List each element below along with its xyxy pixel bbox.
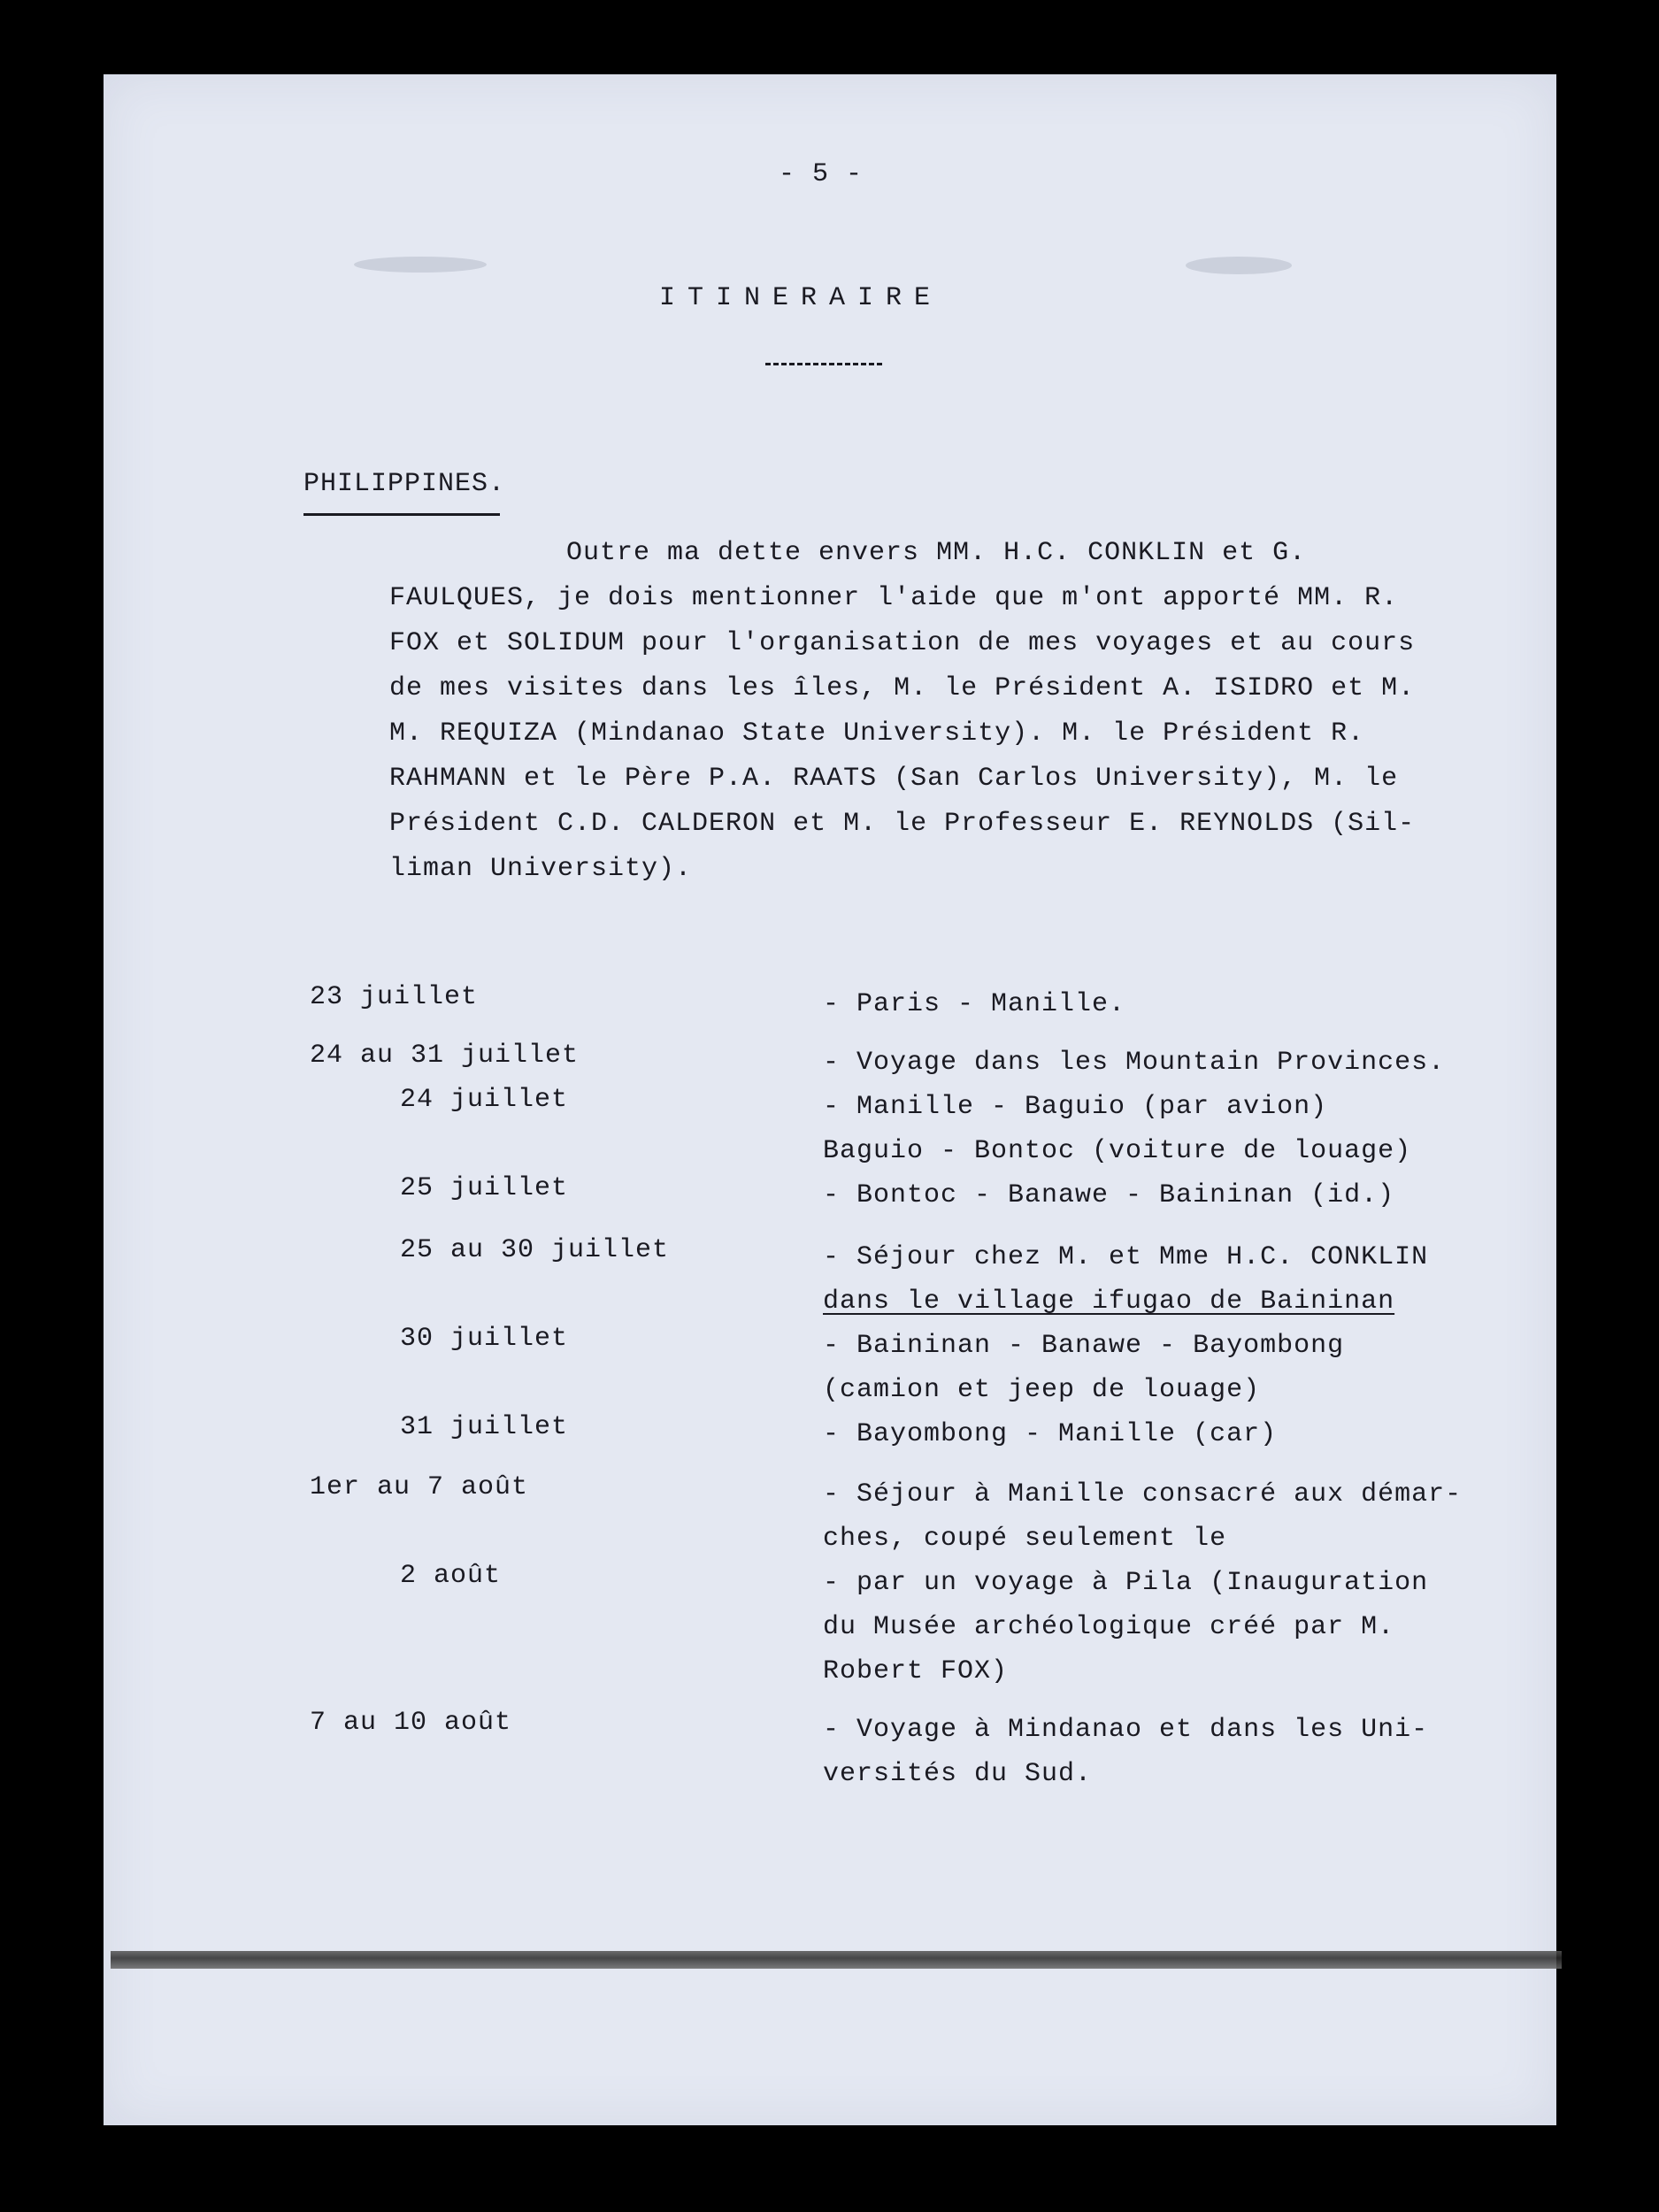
itinerary-date: 25 juillet: [400, 1173, 569, 1203]
itinerary-desc: - Bontoc - Banawe - Baininan (id.): [823, 1180, 1395, 1210]
itinerary-desc: - Manille - Baguio (par avion): [823, 1092, 1328, 1122]
title-underline: [765, 363, 882, 365]
itinerary-date: 24 au 31 juillet: [310, 1041, 580, 1071]
itinerary-desc: Robert FOX): [823, 1656, 1009, 1686]
smudge-mark: [354, 257, 487, 273]
section-underline: [303, 513, 500, 516]
itinerary-date: 30 juillet: [400, 1324, 569, 1354]
page-fold-band: [111, 1951, 1562, 1969]
itinerary-date: 25 au 30 juillet: [400, 1235, 670, 1265]
itinerary-desc: - Séjour à Manille consacré aux démar-: [823, 1479, 1463, 1509]
intro-line: RAHMANN et le Père P.A. RAATS (San Carlos University), M. le: [389, 764, 1399, 794]
itinerary-date: 7 au 10 août: [310, 1708, 512, 1738]
itinerary-desc: - Voyage dans les Mountain Provinces.: [823, 1048, 1446, 1078]
intro-line: M. REQUIZA (Mindanao State University). M. le Président R.: [389, 718, 1365, 749]
itinerary-desc: - Bayombong - Manille (car): [823, 1419, 1278, 1449]
itinerary-desc: dans le village ifugao de Baininan: [823, 1286, 1395, 1317]
section-heading: PHILIPPINES.: [303, 469, 506, 499]
intro-line: Outre ma dette envers MM. H.C. CONKLIN et G.: [566, 538, 1307, 568]
itinerary-desc: - par un voyage à Pila (Inauguration: [823, 1568, 1429, 1598]
itinerary-desc: - Paris - Manille.: [823, 989, 1126, 1019]
itinerary-date: 23 juillet: [310, 982, 479, 1012]
itinerary-desc: (camion et jeep de louage): [823, 1375, 1261, 1405]
itinerary-desc: - Séjour chez M. et Mme H.C. CONKLIN: [823, 1242, 1429, 1272]
intro-line: liman University).: [389, 854, 693, 884]
itinerary-desc: - Baininan - Banawe - Bayombong: [823, 1331, 1345, 1361]
itinerary-desc: Baguio - Bontoc (voiture de louage): [823, 1136, 1412, 1166]
itinerary-date: 31 juillet: [400, 1412, 569, 1442]
itinerary-desc: versités du Sud.: [823, 1759, 1093, 1789]
smudge-mark: [1186, 257, 1292, 274]
itinerary-desc: - Voyage à Mindanao et dans les Uni-: [823, 1715, 1429, 1745]
intro-paragraph: [389, 531, 1486, 892]
itinerary-date: 24 juillet: [400, 1085, 569, 1115]
page-number: - 5 -: [779, 159, 864, 189]
intro-line: Président C.D. CALDERON et M. le Professeur E. REYNOLDS (Sil-: [389, 809, 1416, 839]
itinerary-date: 2 août: [400, 1561, 502, 1591]
itinerary-desc: ches, coupé seulement le: [823, 1524, 1227, 1554]
document-title: ITINERAIRE: [659, 283, 943, 313]
itinerary-date: 1er au 7 août: [310, 1472, 529, 1502]
intro-line: FOX et SOLIDUM pour l'organisation de mes voyages et au cours: [389, 628, 1416, 658]
intro-line: de mes visites dans les îles, M. le Président A. ISIDRO et M.: [389, 673, 1416, 703]
intro-line: FAULQUES, je dois mentionner l'aide que m'ont apporté MM. R.: [389, 583, 1399, 613]
itinerary-desc: du Musée archéologique créé par M.: [823, 1612, 1395, 1642]
